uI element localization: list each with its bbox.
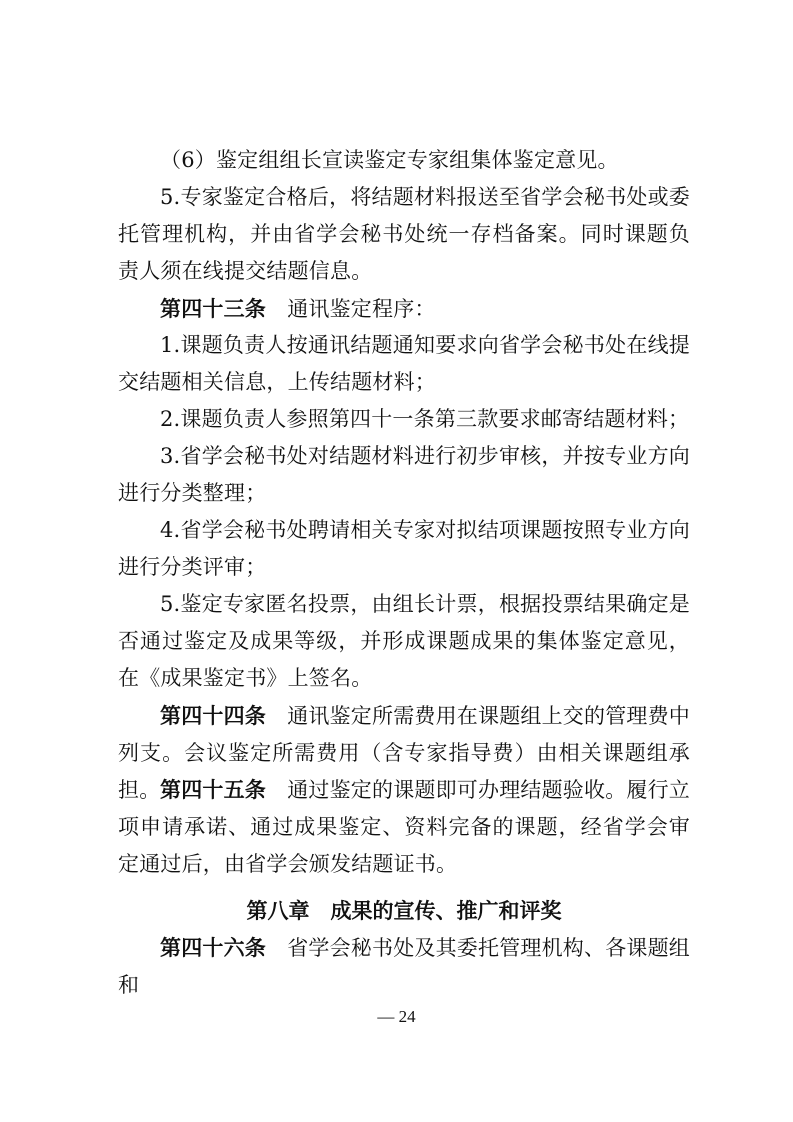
paragraph-2: 5.专家鉴定合格后，将结题材料报送至省学会秘书处或委托管理机构，并由省学会秘书处统一存档备案。同时课题负责人须在线提交结题信息。: [118, 185, 690, 283]
article-43: 第四十三条 通讯鉴定程序：: [160, 296, 436, 321]
paragraph-7: 4.省学会秘书处聘请相关专家对拟结项课题按照专业方向进行分类评审；: [118, 518, 690, 579]
chapter-heading: 第八章 成果的宣传、推广和评奖: [246, 898, 562, 923]
paragraph-1: （6）鉴定组组长宣读鉴定专家组集体鉴定意见。: [160, 148, 619, 172]
article-number: 第四十三条: [160, 296, 266, 321]
paragraph-6: 3.省学会秘书处对结题材料进行初步审核，并按专业方向进行分类整理；: [118, 444, 690, 505]
page-number: — 24: [377, 1007, 416, 1026]
paragraph-4: 1.课题负责人按通讯结题通知要求向省学会秘书处在线提交结题相关信息，上传结题材料；: [118, 333, 690, 394]
paragraph-5: 2.课题负责人参照第四十一条第三款要求邮寄结题材料；: [160, 407, 690, 431]
article-number: 第四十四条: [160, 703, 266, 728]
article-44: 第四十四条 通讯鉴定所需费用在课题组上交的管理费中列支。会议鉴定所需费用（含专家指导费）由相关课题组承担。: [118, 703, 690, 802]
article-number: 第四十五条: [160, 777, 266, 802]
article-number: 第四十六条: [160, 935, 266, 960]
article-45: 第四十五条 通过鉴定的课题即可办理结题验收。履行立项申请承诺、通过成果鉴定、资料完备的课题，经省学会审定通过后，由省学会颁发结题证书。: [118, 777, 690, 876]
article-46: 第四十六条 省学会秘书处及其委托管理机构、各课题组和: [118, 935, 690, 997]
paragraph-8: 5.鉴定专家匿名投票，由组长计票，根据投票结果确定是否通过鉴定及成果等级，并形成课题成果的集体鉴定意见，在《成果鉴定书》上签名。: [118, 592, 690, 690]
